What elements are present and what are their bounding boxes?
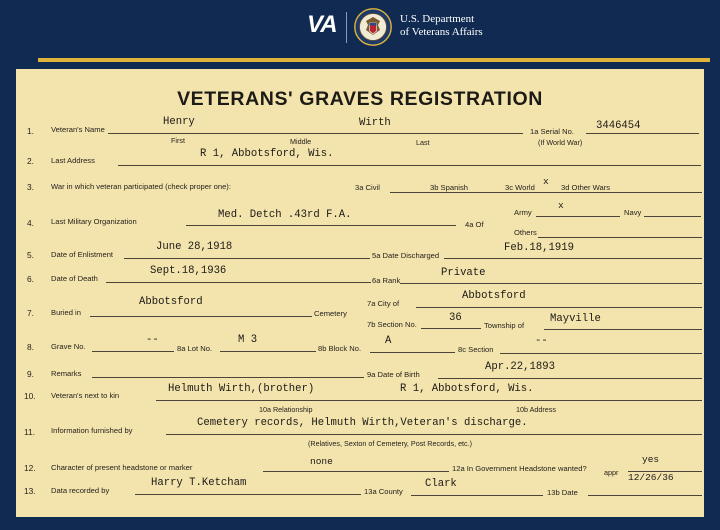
army-line [536,216,620,217]
grave-no-label: Grave No. [51,342,86,351]
lot-no-value: M 3 [238,334,258,346]
line-number-7: 7. [27,308,34,318]
discharge-date-label: 5a Date Discharged [372,251,440,260]
line-number-5: 5. [27,250,34,260]
kin-address-value: R 1, Abbotsford, Wis. [400,383,534,395]
military-org-label: Last Military Organization [51,217,137,226]
department-line-2: of Veterans Affairs [400,26,483,38]
header-divider [346,12,347,43]
date-of-birth-line [438,378,702,379]
military-org-line [186,225,456,226]
buried-in-label: Buried in [51,308,81,317]
next-of-kin-label: Veteran's next to kin [51,391,120,400]
serial-line [586,133,699,134]
veterans-name-label: Veteran's Name [51,125,105,134]
county-value: Clark [425,478,457,490]
date-of-birth-value: Apr.22,1893 [485,361,555,373]
section-no-value: 36 [449,312,462,324]
if-world-war-sublabel: (If World War) [538,138,583,147]
name-line [108,133,523,134]
headstone-label: Character of present headstone or marker [51,463,193,472]
date-of-birth-label: 9a Date of Birth [367,370,420,379]
line-number-6: 6. [27,274,34,284]
line-number-10: 10. [24,391,36,401]
death-date-line [106,282,371,283]
line-number-2: 2. [27,156,34,166]
lot-no-line [220,351,316,352]
govt-headstone-value: yes [642,454,660,465]
rank-line [400,283,702,284]
war-line [390,192,702,193]
spanish-label: 3b Spanish [430,183,468,192]
headstone-line [263,471,449,472]
township-label: Township of [484,321,525,330]
line-number-13: 13. [24,486,36,496]
world-war-checkmark: x [543,176,549,187]
info-furnished-line [166,434,702,435]
middle-sublabel: Middle [290,137,312,146]
township-value: Mayville [550,313,601,325]
grave-no-line [92,351,174,352]
department-line-1: U.S. Department [400,13,475,25]
buried-in-value: Abbotsford [139,296,203,308]
other-wars-label: 3d Other Wars [561,183,611,192]
recorded-date-line [588,495,702,496]
last-address-label: Last Address [51,156,95,165]
block-no-value: A [385,335,392,347]
form-title: VETERANS' GRAVES REGISTRATION [177,88,543,110]
serial-no-value: 3446454 [596,120,641,132]
first-sublabel: First [171,136,185,145]
death-date-value: Sept.18,1936 [150,265,227,277]
city-value: Abbotsford [462,290,526,302]
buried-in-line [90,316,312,317]
section-value: -- [535,335,548,347]
city-label: 7a City of [367,299,400,308]
section-no-label: 7b Section No. [367,320,417,329]
line-number-9: 9. [27,369,34,379]
line-number-12: 12. [24,463,36,473]
remarks-label: Remarks [51,369,82,378]
line-number-8: 8. [27,342,34,352]
military-org-value: Med. Detch .43rd F.A. [218,209,352,221]
others-line [538,237,702,238]
navy-line [644,216,701,217]
block-no-label: 8b Block No. [318,344,362,353]
recorded-by-value: Harry T.Ketcham [151,477,247,489]
cemetery-label: Cemetery [314,309,347,318]
last-sublabel: Last [416,138,430,147]
section-label: 8c Section [458,345,494,354]
info-sources-sublabel: (Relatives, Sexton of Cemetery, Post Records, etc.) [308,439,473,448]
line-number-3: 3. [27,182,34,192]
civil-label: 3a Civil [355,183,380,192]
enlistment-date-value: June 28,1918 [156,241,233,253]
last-address-line [118,165,701,166]
county-line [411,495,543,496]
war-participated-label: War in which veteran participated (check proper one): [51,182,231,191]
recorded-date-value: 12/26/36 [628,472,674,483]
last-name-value: Wirth [359,117,391,129]
of-label: 4a Of [465,220,484,229]
last-address-value: R 1, Abbotsford, Wis. [200,148,334,160]
header-accent-bar [38,58,710,62]
army-checkmark: x [558,200,564,211]
navy-label: Navy [624,208,642,217]
serial-no-label: 1a Serial No. [530,127,574,136]
relationship-sublabel: 10a Relationship [259,405,313,414]
rank-label: 6a Rank [372,276,401,285]
others-label: Others [514,228,537,237]
info-furnished-value: Cemetery records, Helmuth Wirth,Veteran's discharge. [197,417,528,429]
township-line [544,329,702,330]
block-no-line [370,352,455,353]
city-line [416,307,702,308]
discharge-date-line [444,258,702,259]
section-line [500,353,702,354]
section-no-line [421,328,481,329]
first-name-value: Henry [163,116,195,128]
approval-stamp: appr [604,468,619,477]
govt-headstone-label: 12a In Government Headstone wanted? [452,464,587,473]
death-date-label: Date of Death [51,274,98,283]
info-furnished-label: Information furnished by [51,426,133,435]
department-name[interactable] [400,13,483,39]
recorded-by-label: Data recorded by [51,486,110,495]
remarks-line [92,377,364,378]
lot-no-label: 8a Lot No. [177,344,213,353]
headstone-value: none [310,456,333,467]
date-13b-label: 13b Date [547,488,578,497]
rank-value: Private [441,267,486,279]
next-of-kin-line [156,400,702,401]
line-number-11: 11. [24,427,36,437]
next-of-kin-value: Helmuth Wirth,(brother) [168,383,315,395]
address-sublabel: 10b Address [516,405,556,414]
county-label: 13a County [364,487,403,496]
va-logo[interactable]: VA [307,11,337,38]
army-label: Army [514,208,532,217]
line-number-1: 1. [27,126,34,136]
world-label: 3c World [505,183,535,192]
department-seal-icon [354,8,392,46]
line-number-4: 4. [27,218,34,228]
discharge-date-value: Feb.18,1919 [504,242,574,254]
graves-registration-card [16,69,704,517]
enlistment-date-line [124,258,370,259]
grave-no-value: -- [146,334,159,346]
enlistment-date-label: Date of Enlistment [51,250,114,259]
site-header [0,0,720,54]
recorded-by-line [135,494,361,495]
